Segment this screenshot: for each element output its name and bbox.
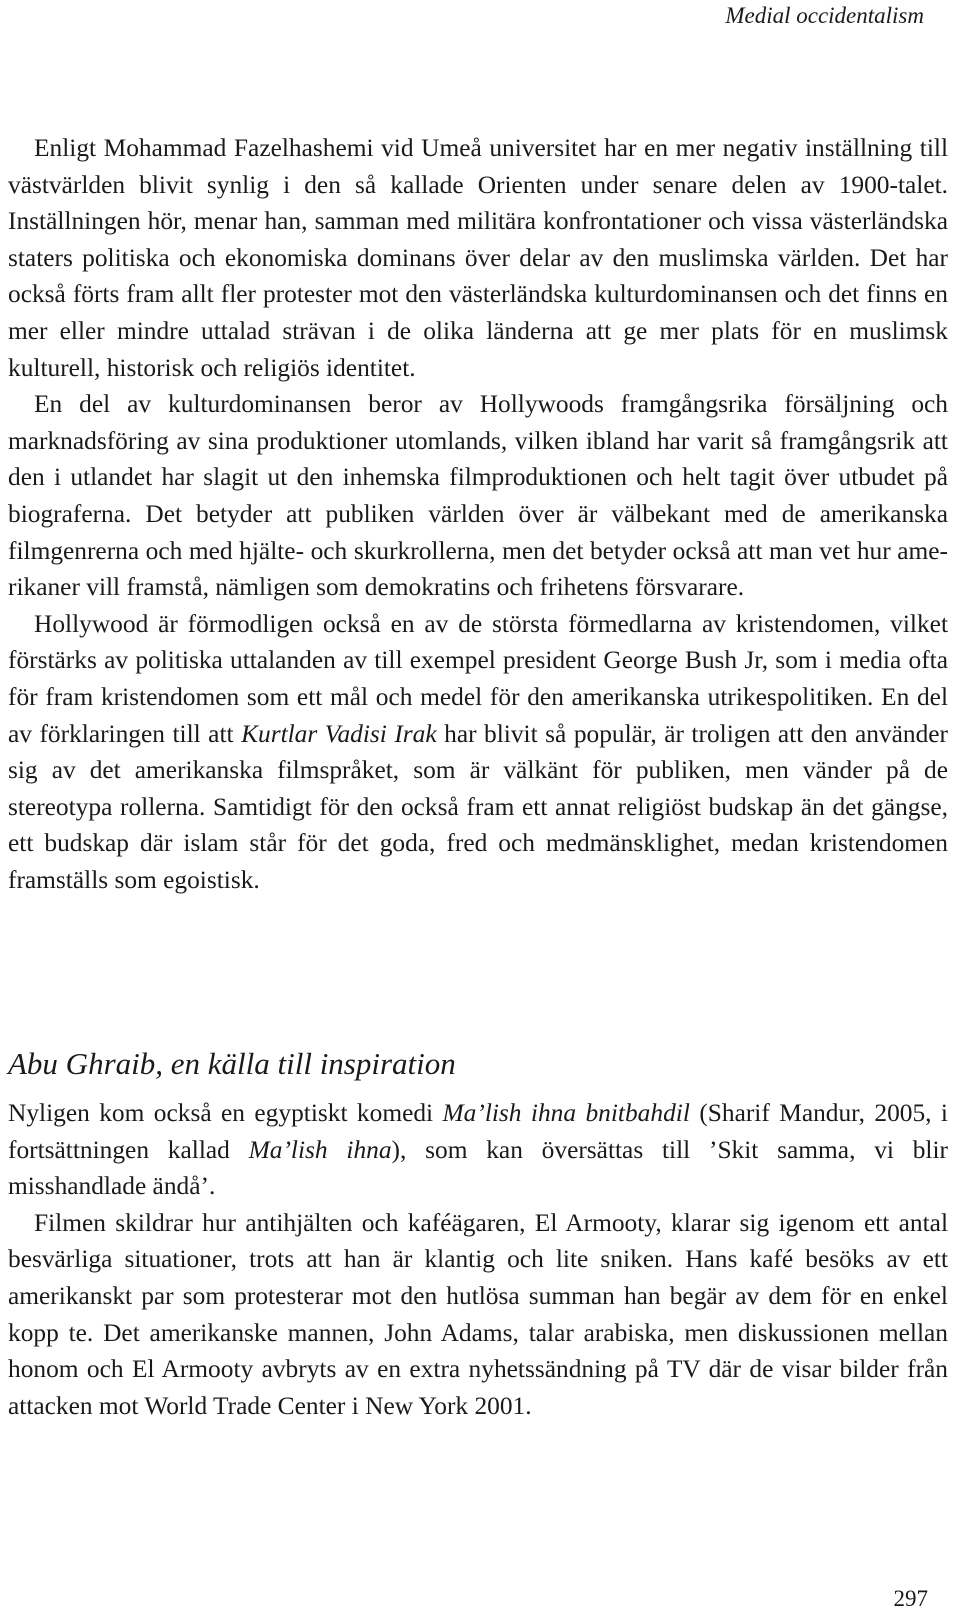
section-paragraph-1: [8, 1095, 948, 1205]
section-paragraph-2: Filmen skildrar hur antihjälten och kaféägaren, El Armooty, klarar sig igenom ett antal besvärliga situationer, trots att han är klantig och lite sniken. Hans kafé besöks av ett amerikanskt par som protesterar mot den hutlösa summan han begär av dem för en enkel kopp te. Det amerikanske mannen, John Adams, talar arabiska, men diskussionen mellan honom och El Armooty avbryts av en extra nyhetssändning på TV där de visar bilder från attacken mot World Trade Center i New York 2001.: [8, 1208, 948, 1420]
film-title-malish-ihna: Ma’lish ihna: [248, 1135, 392, 1164]
paragraph-1: Enligt Mohammad Fazelhashemi vid Umeå universitet har en mer negativ inställning till västvärlden blivit synlig i den så kallade Orienten under senare delen av 1900-talet. Inställningen hör, menar han, samman med militära konfrontationer och vissa västerländska staters politiska och ekonomiska dominans över delar av den muslimska världen. Det har också förts fram allt fler protester mot den västerländska kulturdominansen och det finns en mer eller mindre uttalad strävan i de olika länderna att ge mer plats för en muslimsk kulturell, historisk och religiös identitet.: [8, 134, 948, 382]
paragraph-3-text-before: Hollywood är förmodligen också en av de största förmedlarna av kristendomen, vilket förstärks av politiska uttalanden av till exempel president George Bush Jr, som i media ofta för fram kristendomen som ett mål och medel för den amerikanska utrikespolitiken. En del av förklaringen till att: [8, 609, 948, 748]
paragraph-2: En del av kulturdominansen beror av Hollywoods framgångsrika försäljning och marknadsföring av sina produktioner utomlands, vilken ibland har varit så framgångsrik att den i utlandet har slagit ut den inhemska filmproduktionen och helt tagit över utbudet på biograferna. Det betyder att publiken världen över är välbekant med de amerikanska filmgenrerna och med hjälte- och skurkrollerna, men det betyder också att man vet hur amerikaner vill framstå, nämligen som demokratins och frihetens försvarare.: [8, 390, 948, 602]
body-text-lower: [8, 1095, 948, 1424]
section-paragraph-1-text-1: Nyligen kom också en egyptiskt komedi: [8, 1099, 443, 1127]
film-title-kurtlar-vadisi-irak: Kurtlar Vadisi Irak: [241, 719, 437, 748]
body-text-upper: [8, 130, 948, 898]
section-paragraph-1-text-3: ), som kan översättas till ’Skit samma, vi blir misshandlade ändå’.: [8, 1135, 948, 1201]
section-paragraph-1-text-2: (Sharif Mandur, 2005, i fortsättningen kallad: [8, 1099, 948, 1164]
running-header: Medial occidentalism: [725, 3, 924, 28]
paragraph-3: [8, 606, 948, 899]
section-heading: Abu Ghraib, en källa till inspiration: [8, 1046, 456, 1081]
film-title-malish-ihna-bnitbahdil: Ma’lish ihna bnitbahdil: [442, 1099, 690, 1127]
paragraph-3-text-after: har blivit så populär, är troligen att den använder sig av det amerikanska filmspråket, som är välkänt för publiken, men vänder på de stereotypa rollerna. Samtidigt för den också fram ett annat religiöst budskap än det gängse, ett budskap där islam står för det goda, fred och medmänsklighet, medan kristendomen framställs som egoistisk.: [8, 719, 948, 894]
page-number: 297: [893, 1586, 928, 1611]
